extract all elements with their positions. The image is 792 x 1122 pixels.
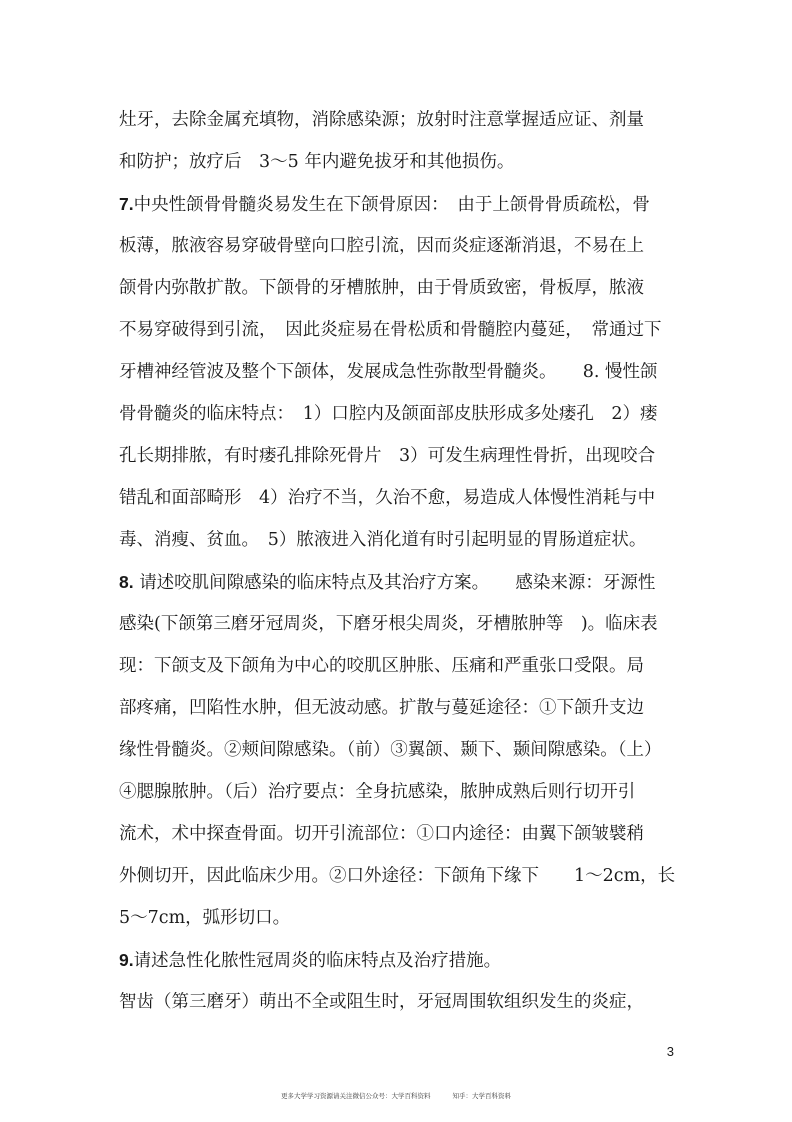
text-line: 毒、消瘦、贫血。 5）脓液进入消化道有时引起明显的胃肠道症状。 — [119, 530, 647, 550]
text-line: 板薄，脓液容易穿破骨壁向口腔引流，因而炎症逐渐消退，不易在上 — [119, 236, 644, 256]
text-line: 5～7cm，弧形切口。 — [119, 908, 291, 928]
text-line: 智齿（第三磨牙）萌出不全或阻生时，牙冠周围软组织发生的炎症， — [119, 992, 644, 1012]
text-line: 牙槽神经管波及整个下颌体，发展成急性弥散型骨髓炎。 8. 慢性颌 — [119, 362, 658, 382]
text-line: 不易穿破得到引流， 因此炎症易在骨松质和骨髓腔内蔓延， 常通过下 — [119, 320, 662, 340]
question-9-line: 9.请述急性化脓性冠周炎的临床特点及治疗措施。 — [119, 950, 502, 971]
text-line: 部疼痛，凹陷性水肿，但无波动感。扩散与蔓延途径：①下颌升支边 — [119, 698, 644, 718]
text-line: 缘性骨髓炎。②颊间隙感染。（前）③翼颌、颞下、颞间隙感染。（上） — [119, 740, 662, 760]
text-line: ④腮腺脓肿。（后）治疗要点：全身抗感染，脓肿成熟后则行切开引 — [119, 782, 636, 802]
text-line: 骨骨髓炎的临床特点： 1）口腔内及颌面部皮肤形成多处瘘孔 2）瘘 — [119, 404, 658, 424]
text-line: 和防护；放疗后 3～5 年内避免拔牙和其他损伤。 — [119, 152, 515, 172]
question-number: 7. — [119, 194, 134, 214]
question-number: 8. — [119, 572, 134, 592]
text-line: 孔长期排脓，有时瘘孔排除死骨片 3）可发生病理性骨折，出现咬合 — [119, 446, 656, 466]
question-number: 9. — [119, 950, 134, 970]
text-line: 外侧切开，因此临床少用。②口外途径：下颌角下缘下 1～2cm，长 — [119, 866, 676, 886]
text-line: 感染(下颌第三磨牙冠周炎，下磨牙根尖周炎，牙槽脓肿等 )。临床表 — [119, 614, 658, 634]
text-line: 现：下颌支及下颌角为中心的咬肌区肿胀、压痛和严重张口受限。局 — [119, 656, 644, 676]
question-7-line: 7.中央性颌骨骨髓炎易发生在下颌骨原因： 由于上颌骨骨质疏松，骨 — [119, 194, 650, 215]
footer-zhihu-note: 知乎：大学百科资料 — [452, 1092, 511, 1100]
question-8-line: 8. 请述咬肌间隙感染的临床特点及其治疗方案。 感染来源：牙源性 — [119, 572, 656, 593]
text-line: 流术，术中探查骨面。切开引流部位：①口内途径：由翼下颌皱襞稍 — [119, 824, 644, 844]
footer-wechat-note: 更多大学学习资源请关注微信公众号：大学百科资料 — [281, 1092, 431, 1100]
text-line: 灶牙，去除金属充填物，消除感染源；放射时注意掌握适应证、剂量 — [119, 110, 644, 130]
text-line: 颌骨内弥散扩散。下颌骨的牙槽脓肿，由于骨质致密，骨板厚，脓液 — [119, 278, 644, 298]
page-number: 3 — [666, 1044, 674, 1059]
page-footer — [0, 1091, 792, 1100]
text-line: 错乱和面部畸形 4）治疗不当，久治不愈，易造成人体慢性消耗与中 — [119, 488, 656, 508]
